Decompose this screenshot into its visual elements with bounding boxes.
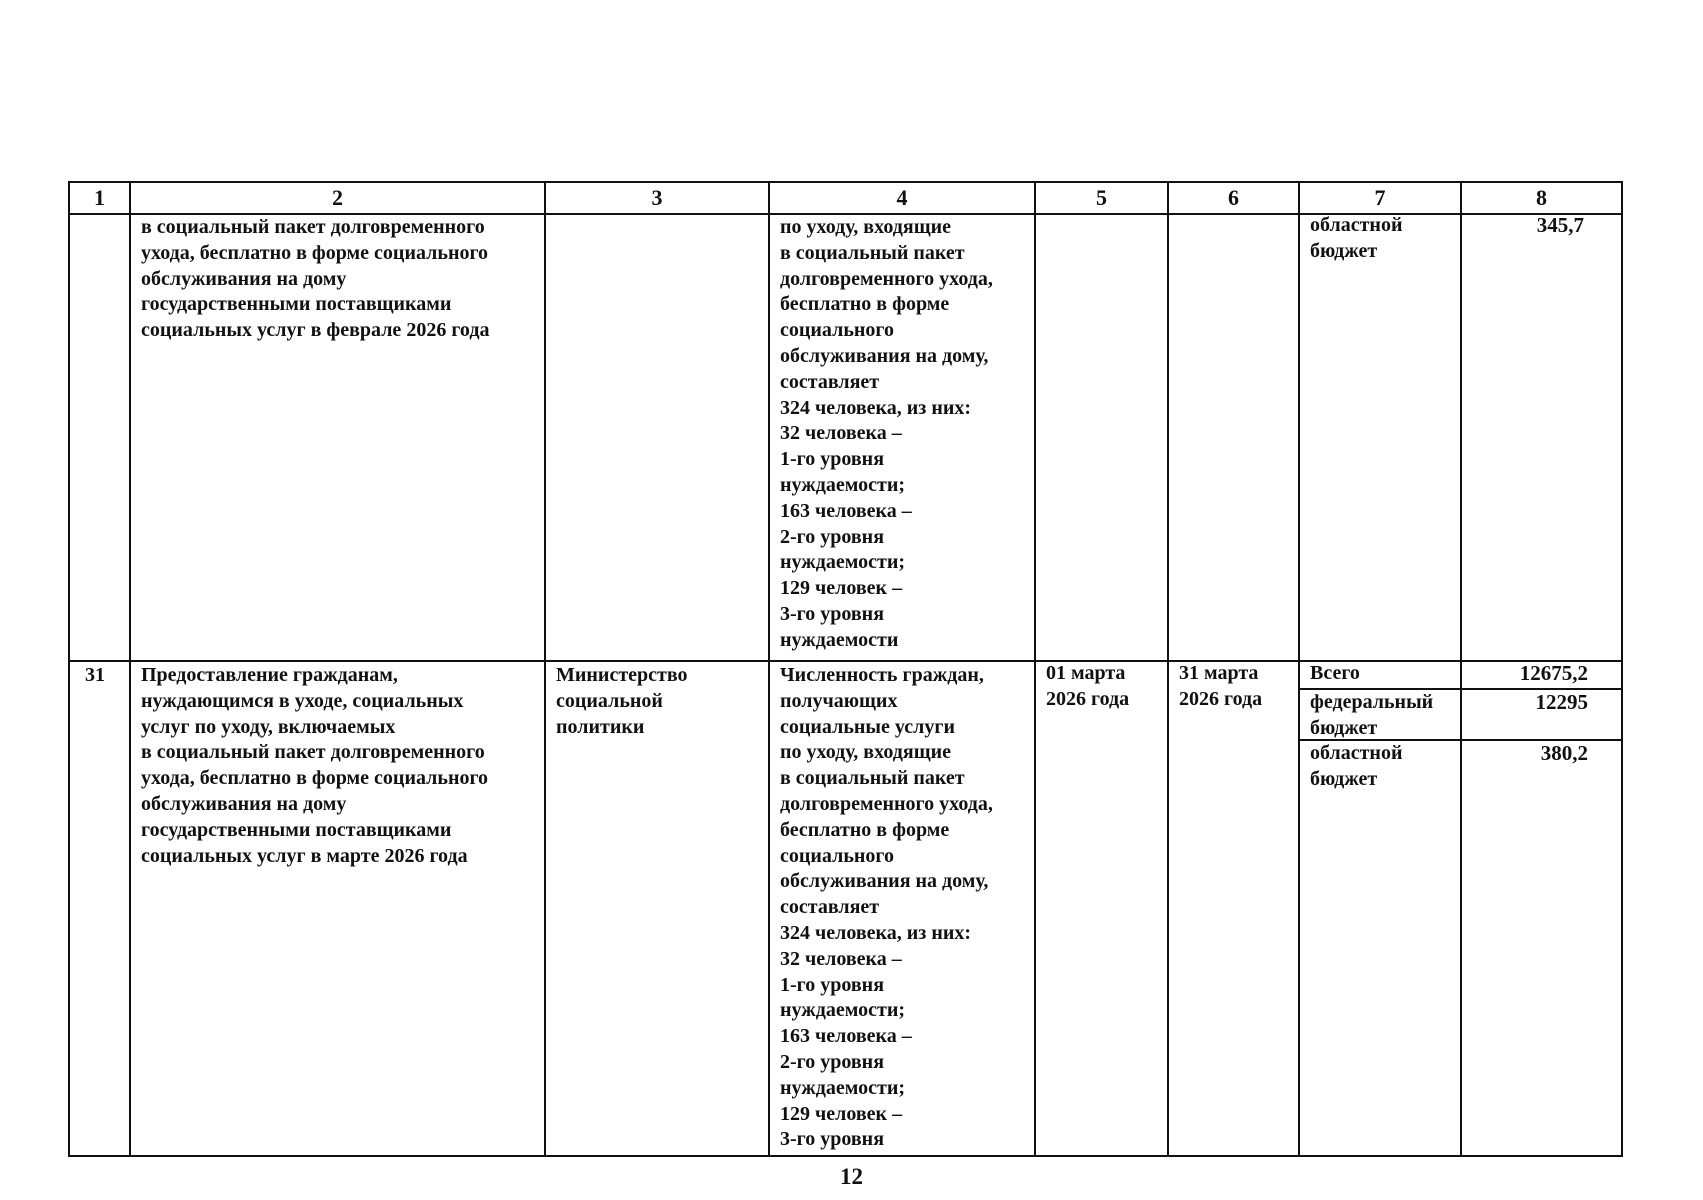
column-divider xyxy=(768,183,770,1155)
funding-source-federal: федеральный бюджет xyxy=(1310,691,1434,739)
data-table xyxy=(68,181,1623,1157)
header-cell-4: 4 xyxy=(896,185,908,210)
row-executor: Министерство социальной политики xyxy=(556,664,688,738)
row-end-date: 31 марта 2026 года xyxy=(1179,662,1263,710)
column-divider xyxy=(1298,183,1300,1155)
funding-source-total: Всего xyxy=(1310,662,1360,684)
header-cell-5: 5 xyxy=(1096,185,1107,210)
header-cell-2: 2 xyxy=(332,185,343,210)
header-cell-6: 6 xyxy=(1228,185,1239,210)
header-cell-3: 3 xyxy=(651,185,663,210)
funding-amount-total: 12675,2 xyxy=(1519,661,1588,685)
column-divider xyxy=(1167,183,1169,1155)
column-divider xyxy=(1034,183,1036,1155)
column-divider xyxy=(544,183,546,1155)
continued-indicator: по уходу, входящие в социальный пакет долговременного ухода, бесплатно в форме социального обслуживания на дому, составляет 324 человека, из них: 32 человека – 1-го уровня нуждаемости; 163 человека – 2-го уровня нуждаемости; 129 человек – 3-го уровня нуждаемости xyxy=(780,216,993,651)
column-divider xyxy=(129,183,131,1155)
header-cell-8: 8 xyxy=(1536,185,1547,210)
continued-funding-source: областной бюджет xyxy=(1310,214,1403,262)
row-number: 31 xyxy=(85,664,105,686)
page-number: 12 xyxy=(840,1164,863,1189)
row-indicator: Численность граждан, получающих социальные услуги по уходу, входящие в социальный пакет долговременного ухода, бесплатно в форме социального обслуживания на дому, составляет 324 человека, из них: 32 человека – 1-го уровня нуждаемости; 163 человека – 2-го уровня нуждаемости; 129 человек – 3-го уровня xyxy=(780,664,993,1151)
funding-source-regional: областной бюджет xyxy=(1310,742,1403,790)
row-start-date: 01 марта 2026 года xyxy=(1046,662,1130,710)
header-cell-7: 7 xyxy=(1374,185,1386,210)
continued-description: в социальный пакет долговременного ухода, бесплатно в форме социального обслуживания на дому государственными поставщиками социальных услуг в феврале 2026 года xyxy=(141,216,490,342)
funding-amount-federal: 12295 xyxy=(1535,690,1588,714)
continued-funding-amount: 345,7 xyxy=(1536,213,1584,237)
header-cell-1: 1 xyxy=(94,185,105,210)
funding-amount-regional: 380,2 xyxy=(1540,741,1588,765)
row-description: Предоставление гражданам, нуждающимся в уходе, социальных услуг по уходу, включаемых в социальный пакет долговременного ухода, бесплатно в форме социального обслуживания на дому государственными поставщиками социальных услуг в марте 2026 года xyxy=(141,664,489,867)
